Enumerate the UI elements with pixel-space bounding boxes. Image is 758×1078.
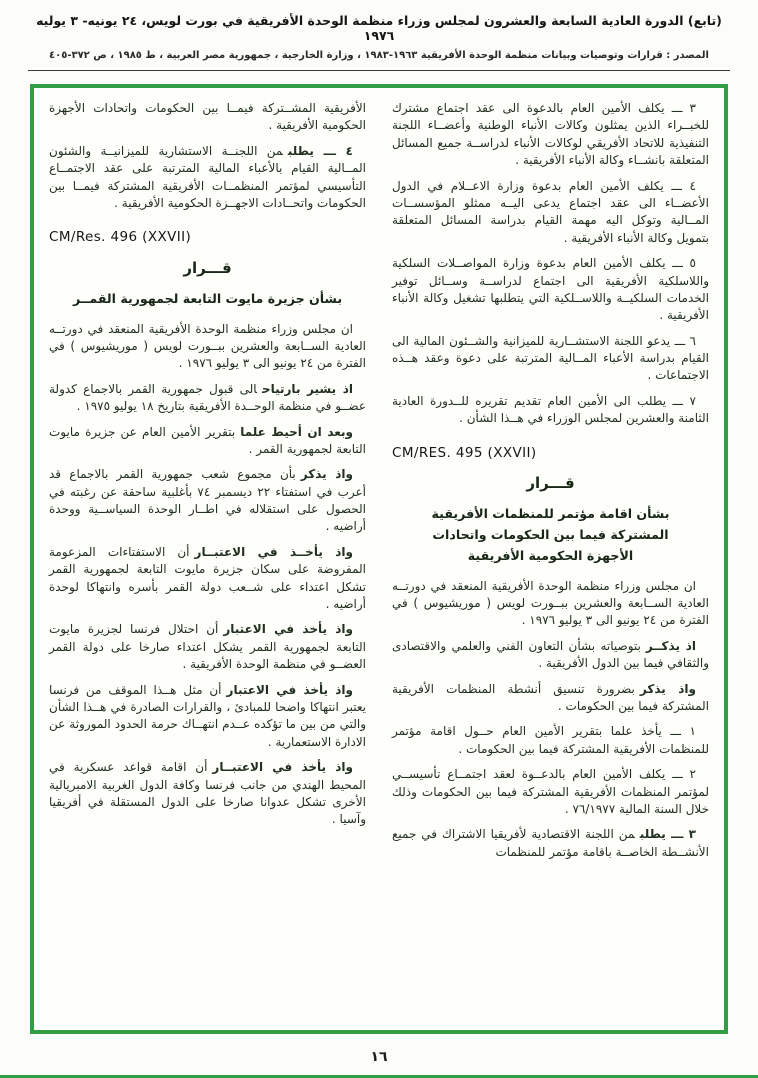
clause-lead: واذ يأخــذ في الاعتبــار xyxy=(194,544,353,559)
resolution-clause xyxy=(49,759,366,829)
resolution-clause xyxy=(49,143,366,213)
resolution-clause xyxy=(392,178,709,248)
clause-lead: اذ يذكــر xyxy=(645,638,696,653)
clause-text: ٥ ـــ يكلف الأمين العام بدعوة وزارة المواصــلات السلكية واللاسلكية الأفريقية الى اجتماع لدراســة وســائل توفير الخدمات السلكيــة واللاســلكية التي يتطلبها تشغيل وكالة الأنباء الأفريقية . xyxy=(392,256,709,323)
clause-text: ان مجلس وزراء منظمة الوحدة الأفريقية المنعقد في دورتــه العادية الســابعة والعشرين ببــورت لويس ( موريشيوس ) في الفترة من ٢٤ يونيو الى ٣ يوليو ١٩٧٦ . xyxy=(49,321,366,371)
clause-text: الأفريقية المشــتركة فيمــا بين الحكومات واتحادات الأجهزة الحكومية الأفريقية . xyxy=(49,101,366,133)
clause-text: أن مثل هــذا الموقف من فرنسا يعتبر انتهاكا واضحا للمبادئ ، والقرارات الصادرة في هــذا الشأن والتي من بين ما تؤكده عــدم انتهــاك حرمة الحدود الموروثة عن الادارة الاستعمارية . xyxy=(49,682,366,749)
resolution-title: قـــرار xyxy=(183,258,232,277)
resolution-clause xyxy=(392,638,709,673)
header-rule xyxy=(28,70,730,71)
resolution-clause xyxy=(49,682,366,752)
resolution-clause xyxy=(392,826,709,861)
clause-lead: واذ يأخذ في الاعتبار xyxy=(226,682,353,697)
resolution-code-496: CM/Res. 496 (XXVII) xyxy=(49,229,192,246)
resolution-clause xyxy=(49,321,366,373)
clause-text: ١ ـــ يأخذ علما بتقرير الأمين العام حــول اقامة مؤتمر للمنظمات الأفريقية المشتركة فيما بين الحكومات . xyxy=(392,724,709,756)
clause-lead: ٤ ـــ يطلب xyxy=(287,143,353,158)
resolution-clause xyxy=(49,621,366,673)
clause-text: أن الاستفتاءات المزعومة المفروضة على سكان جزيرة مايوت التابعة لجمهورية القمر تشكل اعتداء على شــعب دولة القمر بأسره وانتهاكا لوحدة أراضيه . xyxy=(49,544,366,612)
header-session-title: (تابع) الدورة العادية السابعة والعشرون لمجلس وزراء منظمة الوحدة الأفريقية في بورت لويس، ٢٤ يونيه- ٣ يوليه ١٩٧٦ xyxy=(36,13,722,43)
clause-text: بأن مجموع شعب جمهورية القمر بالاجماع قد أعرب في استفتاء ٢٢ ديسمبر ٧٤ بأغلبية ساحقة عن رغبته في الحصول على استقلاله في اطــار الوحدة السياســية ووحدة أراضيه . xyxy=(49,467,367,534)
clause-text: ٧ ـــ يطلب الى الأمين العام تقديم تقريره للــدورة العادية الثامنة والعشرين لمجلس الوزراء في هــذا الشأن . xyxy=(392,393,709,426)
clause-lead: واذ يأخذ في الاعتبــار xyxy=(212,760,353,775)
clause-text: من اللجنــة الاستشارية للميزانيــة والشئون المــالية القيام بالأعباء المالية المترتبة على عقد الاجتمــاع التأسيسي لمؤتمر المنظمــات الأفريقية المشتركة فيمــا بين الحكومات واتحــادات الاجهــزة الحكومية الأفريقية . xyxy=(49,143,366,210)
header-source-line: المصدر : قرارات وتوصيات وبيانات منظمة الوحدة الأفريقية ١٩٦٣-١٩٨٣ ، وزارة الخارجية ، جمهورية مصر العربية ، ط ١٩٨٥ ، ص ٣٧٢-٤٠٥ xyxy=(49,50,709,61)
clause-text: ٤ ـــ يكلف الأمين العام بدعوة وزارة الاعــلام في الدول الأعضــاء الى عقد اجتماع يدعى اليــه ممثلو المؤسســات المــالية وتوكل اليه مهمة القيام بدراسة المسائل المتعلقة بتمويل وكالة الأنباء الأفريقية . xyxy=(392,178,709,245)
two-column-layout xyxy=(49,100,709,1018)
clause-text: أن اقامة قواعد عسكرية في المحيط الهندي من جانب فرنسا وكافة الدول الغربية الامبريالية الأخرى تشكل عدوانا صارخا على الدول المستقلة في أفريقيا وآسيا . xyxy=(49,760,366,827)
column-right xyxy=(392,100,709,1018)
clause-lead: اذ يشير بارتياح xyxy=(261,381,354,396)
clause-text: ٣ ـــ يكلف الأمين العام بالدعوة الى عقد اجتماع مشترك للخبــراء الذين يمثلون وكالات الأنباء الوطنية وأعضــاء اللجنة التنفيذية للاتحاد الأفريقي لوكالات الأنباء لدراســة جميع المسائل المتعلقة بانشــاء وكالة الأنباء الأفريقية . xyxy=(392,101,709,168)
resolution-clause xyxy=(49,466,366,536)
clause-text: ان مجلس وزراء منظمة الوحدة الأفريقية المنعقد في دورتــه العادية الســابعة والعشرين ببــورت لويس ( موريشيوس ) في الفترة من ٢٤ يونيو الى ٣ يوليو ١٩٧٦ . xyxy=(392,578,709,628)
resolution-subject-line: بشأن اقامة مؤتمر للمنظمات الأفريقية xyxy=(431,505,670,521)
resolution-subject-line: الأجهزة الحكومية الأفريقية xyxy=(467,547,634,563)
clause-lead: واذ يذكر xyxy=(300,467,353,482)
resolution-subject-line: المشتركة فيما بين الحكومات واتحادات xyxy=(432,526,669,542)
resolution-clause xyxy=(392,578,709,630)
clause-text: أن احتلال فرنسا لجزيرة مايوت التابعة لجمهورية القمر يشكل اعتداء صارخا على دولة القمر العضــو في منظمة الوحدة الأفريقية . xyxy=(49,622,366,672)
clause-text: بتقرير الأمين العام عن جزيرة مايوت التابعة لجمهورية القمر . xyxy=(49,424,366,456)
clause-lead: واذ يذكر xyxy=(639,681,696,696)
resolution-clause xyxy=(392,333,709,385)
page-number: ١٦ xyxy=(370,1049,388,1065)
clause-text: الى قبول جمهورية القمر بالاجماع كدولة عضــو في منظمة الوحــدة الأفريقية بتاريخ ١٨ يوليو ١٩٧٥ . xyxy=(49,381,366,414)
clause-text: بضرورة تنسيق أنشطة المنظمات الأفريقية المشتركة فيما بين الحكومات . xyxy=(392,681,709,713)
resolution-clause xyxy=(392,100,709,170)
resolution-clause xyxy=(392,681,709,716)
clause-text: من اللجنة الاقتصادية لأفريقيا الاشتراك في جميع الأنشــطة الخاصــة باقامة مؤتمر للمنظمات xyxy=(392,827,709,859)
resolution-subject-line: بشأن جزيرة مايوت التابعة لجمهورية القمــر xyxy=(72,290,343,306)
clause-text: بتوصياته بشأن التعاون الفني والعلمي والاقتصادى والثقافي فيما بين الدول الأفريقية . xyxy=(392,638,709,671)
resolution-clause xyxy=(392,766,709,818)
resolution-clause xyxy=(392,723,709,758)
clause-text: ٢ ـــ يكلف الأمين العام بالدعــوة لعقد اجتمــاع تأسيســي لمؤتمر المنظمات الأفريقية المشتركة فيما بين الحكومات وذلك خلال السنة المالية ٧٦/١٩٧٧ . xyxy=(392,767,709,816)
resolution-clause xyxy=(392,393,709,428)
resolution-clause xyxy=(49,544,366,614)
page-header xyxy=(0,0,758,71)
clause-text: ٦ ـــ يدعو اللجنة الاستشــارية للميزانية والشــئون المالية الى القيام بدراسة الأعباء المــالية المترتبة على دعوة وعقد هــذه الاجتماعات . xyxy=(392,333,709,383)
resolution-title: قـــرار xyxy=(526,474,575,493)
column-left xyxy=(49,100,366,1018)
resolution-clause xyxy=(49,100,366,135)
resolution-clause xyxy=(49,424,366,459)
clause-lead: وبعد ان أحيط علما xyxy=(240,424,353,439)
clause-lead: واذ يأخذ في الاعتبار xyxy=(223,622,354,637)
resolution-code-495: CM/RES. 495 (XXVII) xyxy=(392,444,537,461)
clause-lead: ٣ ـــ يطلب xyxy=(639,827,696,842)
resolution-clause xyxy=(49,381,366,416)
green-content-frame xyxy=(30,84,728,1034)
resolution-clause xyxy=(392,255,709,325)
